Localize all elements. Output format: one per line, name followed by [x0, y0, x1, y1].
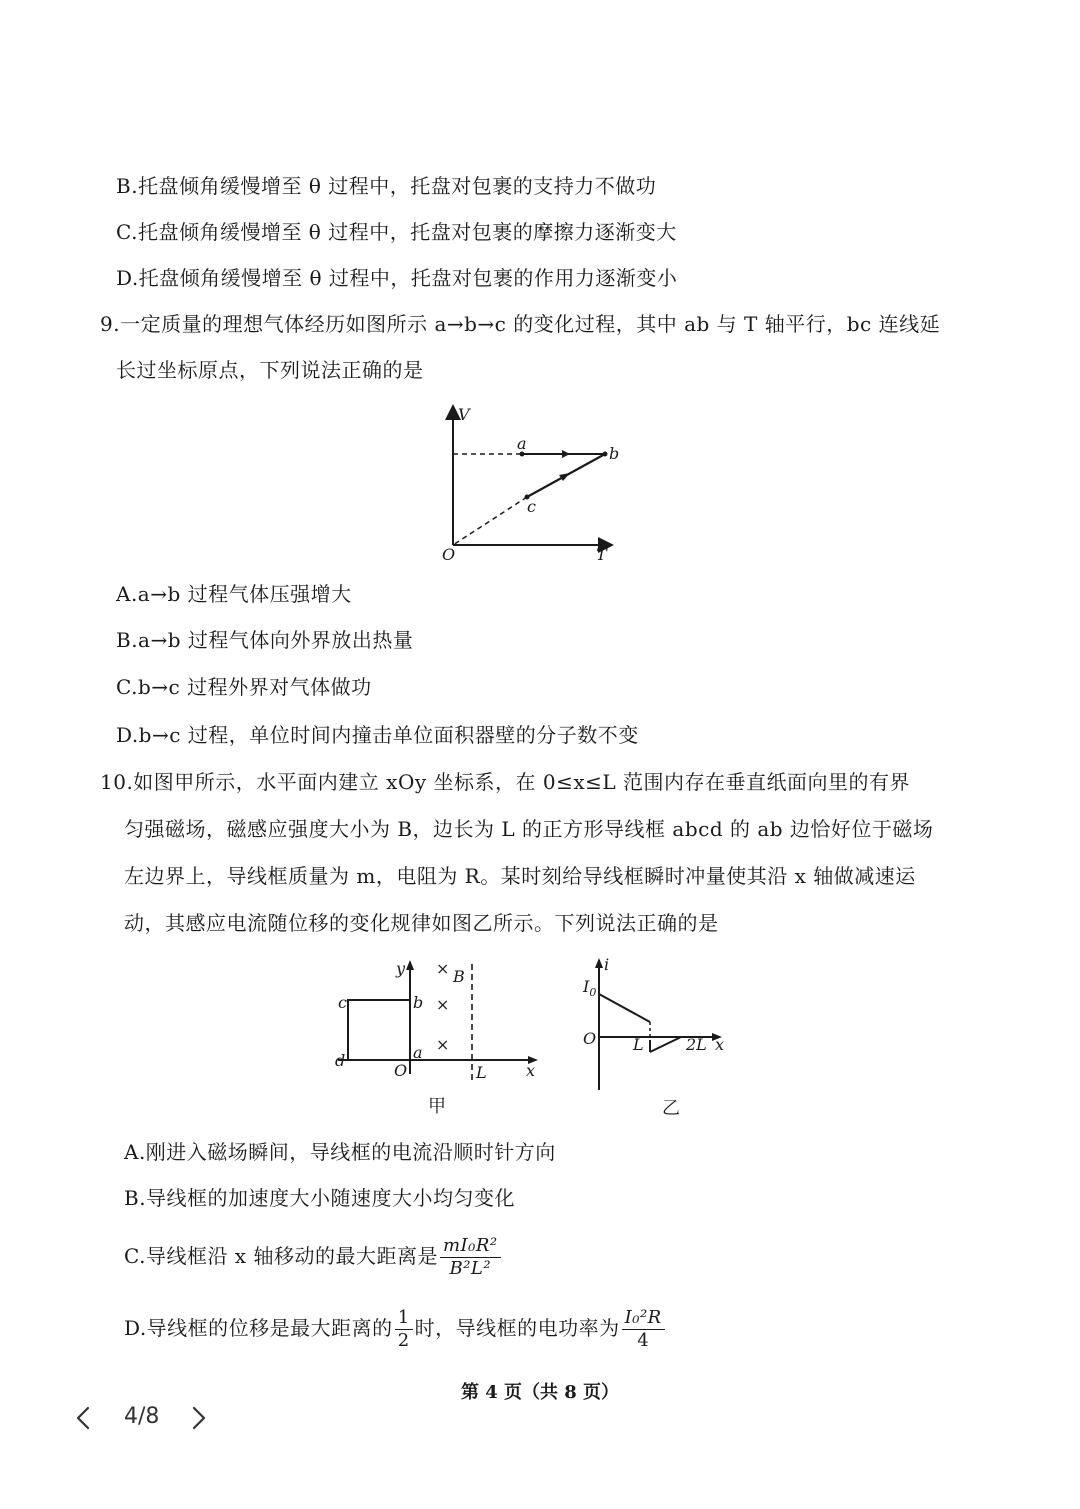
q10-option-c-text: C.导线框沿 x 轴移动的最大距离是 — [124, 1244, 438, 1268]
q10-stem-line2: 匀强磁场，磁感应强度大小为 B，边长为 L 的正方形导线框 abcd 的 ab 边恰好位于磁场 — [124, 817, 934, 841]
jia-label-x: x — [526, 1061, 536, 1080]
q9-label-c: c — [527, 497, 536, 516]
yi-current-segment-1 — [599, 994, 650, 1022]
jia-y-arrow — [406, 960, 414, 970]
q10-figure-yi — [578, 952, 738, 1122]
q8-option-c: C.托盘倾角缓慢增至 θ 过程中，托盘对包裹的摩擦力逐渐变大 — [116, 220, 677, 244]
q10-option-c-fraction — [440, 1235, 501, 1280]
yi-label-o: O — [583, 1029, 597, 1048]
q10-option-d-half — [395, 1307, 413, 1352]
q9-stem-line1: 9.一定质量的理想气体经历如图所示 a→b→c 的变化过程，其中 ab 与 T 轴平行，bc 连线延 — [100, 312, 941, 336]
yi-caption: 乙 — [662, 1098, 680, 1119]
chevron-right-icon — [180, 1400, 216, 1436]
yi-label-l: L — [633, 1035, 644, 1054]
q10-option-d-text-2: 时，导线框的电功率为 — [414, 1316, 620, 1340]
q9-label-b: b — [609, 444, 620, 463]
q9-label-a: a — [517, 434, 527, 453]
prev-page-button[interactable] — [66, 1400, 102, 1436]
q10-option-d — [124, 1304, 667, 1352]
jia-label-c: c — [338, 993, 347, 1012]
yi-current-segment-2 — [650, 1037, 681, 1052]
yi-label-x: x — [715, 1035, 725, 1054]
q10-option-c — [124, 1232, 503, 1280]
q10-stem-line3: 左边界上，导线框质量为 m，电阻为 R。某时刻给导线框瞬时冲量使其沿 x 轴做减速运 — [124, 864, 916, 888]
jia-label-b: b — [413, 993, 424, 1012]
q10-option-b: B.导线框的加速度大小随速度大小均匀变化 — [124, 1186, 516, 1210]
jia-field-mark-1: × — [436, 959, 450, 978]
q10-option-d-half-numerator: 1 — [395, 1307, 413, 1330]
q9-option-c: C.b→c 过程外界对气体做功 — [116, 675, 372, 699]
jia-label-o: O — [394, 1061, 408, 1080]
q10-figure-jia — [330, 952, 550, 1122]
page-indicator: 4/8 — [124, 1404, 160, 1429]
q10-stem-line4: 动，其感应电流随位移的变化规律如图乙所示。下列说法正确的是 — [124, 911, 719, 935]
q8-option-d: D.托盘倾角缓慢增至 θ 过程中，托盘对包裹的作用力逐渐变小 — [116, 266, 678, 290]
yi-i-arrow — [595, 958, 603, 968]
q10-option-a: A.刚进入磁场瞬间，导线框的电流沿顺时针方向 — [124, 1140, 556, 1164]
jia-label-a: a — [413, 1043, 423, 1062]
q10-option-d-fraction — [622, 1307, 665, 1352]
q9-stem-line2: 长过坐标原点，下列说法正确的是 — [116, 358, 424, 382]
q9-option-d: D.b→c 过程，单位时间内撞击单位面积器壁的分子数不变 — [116, 723, 639, 747]
jia-field-mark-2: × — [436, 995, 450, 1014]
q10-stem-line1: 10.如图甲所示，水平面内建立 xOy 坐标系，在 0≤x≤L 范围内存在垂直纸面向里的有界 — [100, 770, 911, 794]
q9-option-b: B.a→b 过程气体向外界放出热量 — [116, 628, 414, 652]
jia-field-mark-3: × — [436, 1035, 450, 1054]
q9-vt-diagram — [430, 400, 630, 570]
q10-option-d-half-denominator: 2 — [397, 1330, 410, 1351]
q9-label-o: O — [442, 545, 456, 564]
jia-label-y: y — [396, 959, 406, 978]
jia-caption: 甲 — [428, 1096, 446, 1117]
jia-label-d: d — [335, 1051, 346, 1070]
q8-option-b: B.托盘倾角缓慢增至 θ 过程中，托盘对包裹的支持力不做功 — [116, 174, 657, 198]
q9-label-v: V — [458, 405, 470, 424]
jia-label-l: L — [476, 1063, 487, 1082]
q10-option-c-denominator: B²L² — [449, 1258, 492, 1279]
next-page-button[interactable] — [180, 1400, 216, 1436]
page-footer: 第 4 页（共 8 页） — [460, 1382, 620, 1403]
q10-option-c-numerator: mI₀R² — [440, 1235, 501, 1258]
jia-label-b-field: B — [453, 967, 465, 986]
jia-wire-frame — [348, 1000, 410, 1060]
yi-label-2l: 2L — [686, 1035, 707, 1054]
q9-dashed-extension — [453, 497, 527, 545]
q10-option-d-numerator: I₀²R — [622, 1307, 665, 1330]
yi-label-i: i — [604, 955, 610, 974]
q9-arrow-ab — [562, 450, 570, 458]
yi-label-i0: $I_0$ — [583, 977, 597, 999]
q9-option-a: A.a→b 过程气体压强增大 — [116, 582, 352, 606]
q10-option-d-text: D.导线框的位移是最大距离的 — [124, 1316, 393, 1340]
chevron-left-icon — [66, 1400, 102, 1436]
q9-arrow-bc — [559, 473, 570, 481]
q9-point-b — [603, 452, 608, 457]
q9-label-t: T — [596, 545, 607, 564]
q10-option-d-denominator: 4 — [637, 1330, 650, 1351]
